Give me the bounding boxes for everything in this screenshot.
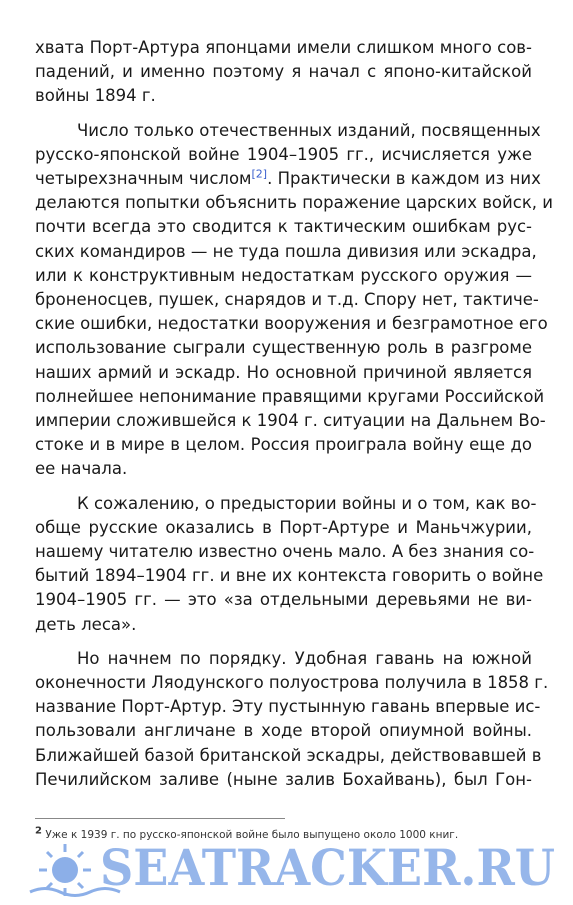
body-text [35,36,553,792]
text-line: броненосцев, пушек, снарядов и т.д. Спору нет, тактиче- [35,290,539,310]
text-line: войны 1894 г. [35,86,156,106]
text-line: империи сложившейся к 1904 г. ситуации на Дальнем Во- [35,411,546,431]
sun-icon [30,844,120,896]
paragraph [35,119,553,482]
text-line: стоке и в мире в целом. Россия проиграла войну еще до [35,435,532,455]
text-line: русско-японской войне 1904–1905 гг., исчисляется уже [35,144,532,164]
text-line: использование сыграли существенную роль в разгроме [35,338,532,358]
text-line: падений, и именно поэтому я начал с японо-китайской [35,62,532,82]
text-line: 1904–1905 гг. — это «за отдельными деревьями не ви- [35,590,532,610]
text-line: название Порт-Артур. Эту пустынную гавань впервые ис- [35,697,541,717]
text-line: хвата Порт-Артура японцами имели слишком много сов- [35,38,532,57]
text-line: оконечности Ляодунского полуострова получила в 1858 г. [35,673,549,693]
text-line: ских командиров — не туда пошла дивизия или эскадра, [35,241,537,261]
text-segment: четырехзначным числом [35,169,252,189]
text-line-with-note [35,167,541,191]
footnote [35,825,535,842]
text-line: ские ошибки, недостатки вооружения и безграмотное его [35,314,548,334]
text-line: бытий 1894–1904 гг. и вне их контекста говорить о войне [35,566,544,586]
text-line: пользовали англичане в ходе второй опиумной войны. [35,721,532,741]
text-line: Ближайшей базой британской эскадры, действовавшей в [35,745,542,765]
paragraph [35,492,544,637]
text-segment: . Практически в каждом из них [267,169,541,189]
footnote-number: 2 [35,825,42,837]
text-line: обще русские оказались в Порт-Артуре и Маньчжурии, [35,517,532,537]
text-line: наших армий и эскадр. Но основной причиной является [35,362,532,382]
text-line: Но начнем по порядку. Удобная гавань на южной [77,648,532,668]
text-line: деть леса». [35,614,137,634]
text-line: почти всегда это сводится к тактическим ошибкам рус- [35,217,532,237]
text-line: К сожалению, о предыстории войны и о том, как во- [77,493,537,513]
text-line: полнейшее непонимание правящими кругами Российской [35,386,545,406]
paragraph [35,36,532,109]
paragraph [35,647,549,792]
footnote-divider [35,818,285,819]
footnote-link[interactable]: [2] [251,167,268,181]
text-line: ее начала. [35,459,128,479]
text-line: делаются попытки объяснить поражение царских войск, и [35,193,553,213]
footnote-text: Уже к 1939 г. по русско-японской войне было выпущено около 1000 книг. [45,829,459,841]
text-line: Печилийском заливе (ныне залив Бохайвань), был Гон- [35,769,532,789]
text-line: Число только отечественных изданий, посвященных [77,120,541,140]
watermark-text: SEATRACKER.RU [100,838,555,897]
text-line: или к конструктивным недостаткам русского оружия — [35,265,532,285]
text-line: нашему читателю известно очень мало. А без знания со- [35,542,535,562]
